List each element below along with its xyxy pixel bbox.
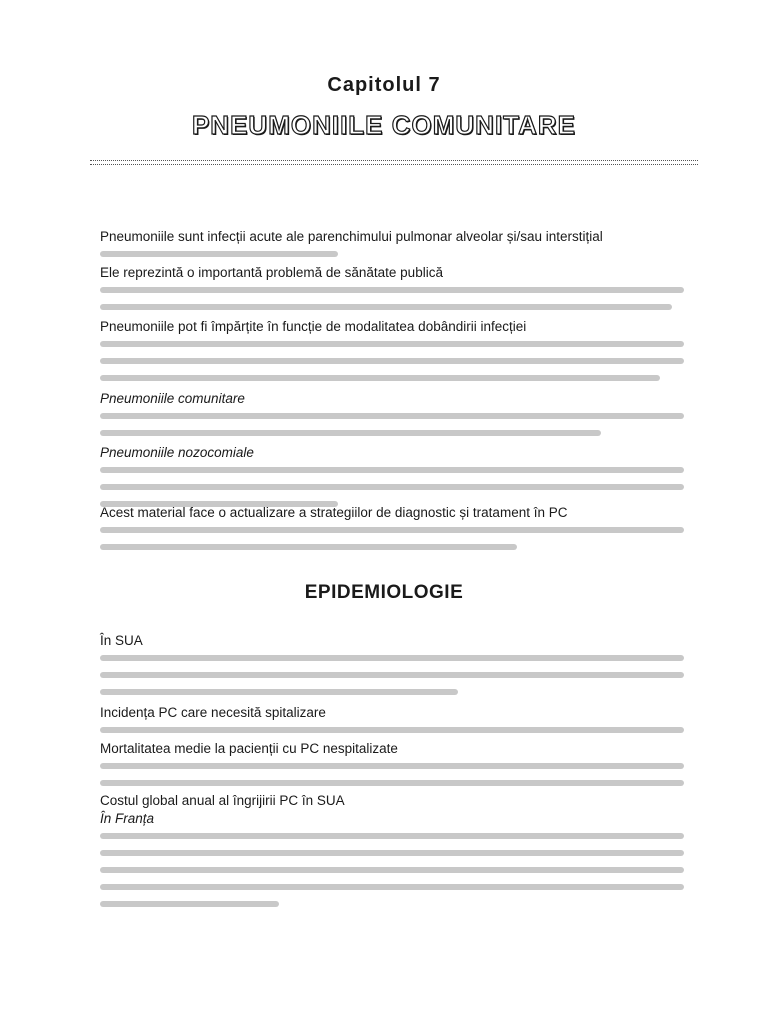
intro-paragraph-6	[100, 504, 696, 561]
title-divider	[90, 160, 698, 165]
paragraph-lead: Ele reprezintă o importantă problemă de sănătate publică	[100, 265, 443, 280]
paragraph-lead: Incidența PC care necesită spitalizare	[100, 705, 326, 720]
paragraph-lead: Pneumoniile comunitare	[100, 391, 245, 406]
chapter-title: PNEUMONIILE COMUNITARE	[191, 110, 577, 140]
text-line-placeholder	[100, 850, 684, 856]
text-line-placeholder	[100, 304, 672, 310]
intro-paragraph-3	[100, 318, 696, 392]
text-line-placeholder	[100, 884, 684, 890]
text-line-placeholder	[100, 901, 279, 907]
text-line-placeholder	[100, 467, 684, 473]
section-paragraph-2	[100, 704, 696, 744]
paragraph-lead: Mortalitatea medie la pacienții cu PC nespitalizate	[100, 741, 398, 756]
text-line-placeholder	[100, 727, 684, 733]
section-paragraph-3	[100, 740, 696, 797]
text-line-placeholder	[100, 763, 684, 769]
text-line-placeholder	[100, 287, 684, 293]
intro-paragraph-1	[100, 228, 696, 268]
text-line-placeholder	[100, 672, 684, 678]
paragraph-lead: În Franța	[100, 811, 155, 826]
paragraph-lead: Acest material face o actualizare a strategiilor de diagnostic și tratament în PC	[100, 505, 568, 520]
text-line-placeholder	[100, 867, 684, 873]
text-line-placeholder	[100, 341, 684, 347]
text-line-placeholder	[100, 780, 684, 786]
intro-paragraph-2	[100, 264, 696, 321]
text-line-placeholder	[100, 358, 684, 364]
text-line-placeholder	[100, 430, 601, 436]
text-line-placeholder	[100, 544, 517, 550]
text-line-placeholder	[100, 689, 458, 695]
text-line-placeholder	[100, 484, 684, 490]
text-line-placeholder	[100, 527, 684, 533]
section-paragraph-4	[100, 792, 696, 809]
section-heading: EPIDEMIOLOGIE	[304, 582, 464, 603]
intro-paragraph-4	[100, 390, 696, 447]
paragraph-lead: Costul global anual al îngrijirii PC în SUA	[100, 793, 345, 808]
chapter-label: Capitolul 7	[327, 74, 441, 96]
text-line-placeholder	[100, 251, 338, 257]
paragraph-lead: Pneumoniile nozocomiale	[100, 445, 254, 460]
paragraph-lead: Pneumoniile sunt infecții acute ale parenchimului pulmonar alveolar și/sau interstițial	[100, 229, 603, 244]
text-line-placeholder	[100, 375, 660, 381]
paragraph-lead: În SUA	[100, 633, 143, 648]
text-line-placeholder	[100, 413, 684, 419]
section-paragraph-1	[100, 632, 696, 706]
paragraph-lead: Pneumoniile pot fi împărțite în funcție de modalitatea dobândirii infecției	[100, 319, 527, 334]
section-paragraph-5	[100, 810, 696, 918]
text-line-placeholder	[100, 655, 684, 661]
text-line-placeholder	[100, 833, 684, 839]
